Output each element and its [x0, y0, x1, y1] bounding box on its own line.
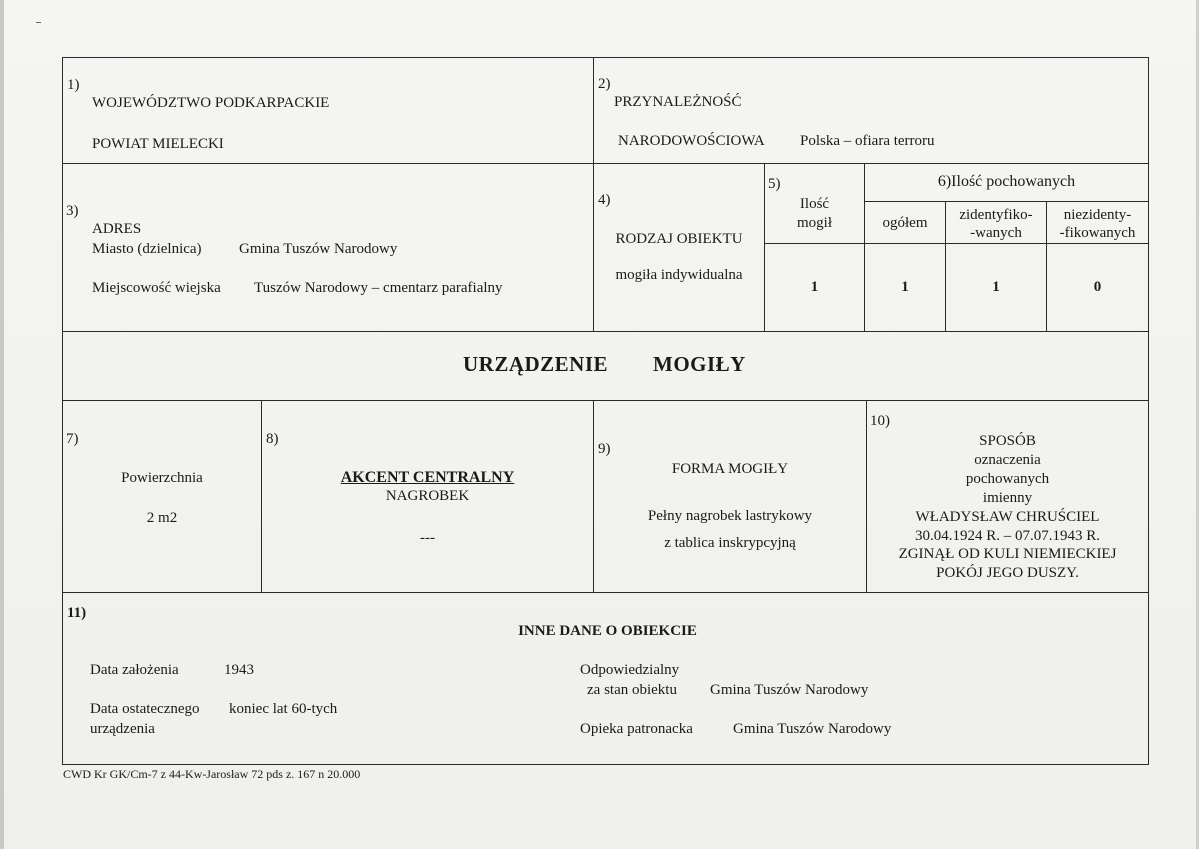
data-zalozenia-label: Data założenia	[90, 662, 179, 678]
nagrobek-label: NAGROBEK	[385, 488, 470, 504]
za-stan-obiektu-label: za stan obiektu	[587, 682, 677, 698]
forma-mogily-line-1: Pełny nagrobek lastrykowy	[647, 508, 813, 524]
forma-mogily-line-2: z tablica inskrypcyjną	[664, 535, 796, 551]
miasto-label: Miasto (dzielnica)	[92, 241, 202, 257]
opieka-patronacka-label: Opieka patronacka	[580, 721, 693, 737]
zidentyfikowanych-label-1: zidentyfiko-	[959, 207, 1033, 223]
odpowiedzialny-label: Odpowiedzialny	[580, 662, 680, 678]
forma-mogily-label: FORMA MOGIŁY	[671, 461, 789, 477]
miejscowosc-value: Tuszów Narodowy – cmentarz parafialny	[254, 280, 503, 296]
oznaczenia-label: oznaczenia	[974, 452, 1041, 468]
zidentyfikowanych-value: 1	[992, 279, 1000, 295]
niezidentyfikowanych-label-1: niezidenty-	[1063, 207, 1132, 223]
adres-label: ADRES	[92, 221, 142, 237]
nationality-value: Polska – ofiara terroru	[800, 133, 935, 149]
ogolem-value: 1	[901, 279, 909, 295]
urzadzenia-label: urządzenia	[90, 721, 155, 737]
miasto-value: Gmina Tuszów Narodowy	[239, 241, 398, 257]
title-mogily: MOGIŁY	[653, 352, 746, 376]
title-urzadzenie: URZĄDZENIE	[463, 352, 609, 376]
wojewodztwo-label: WOJEWÓDZTWO PODKARPACKIE	[92, 95, 330, 111]
buried-dates: 30.04.1924 R. – 07.07.1943 R.	[914, 528, 1100, 544]
inscription-line-1: ZGINĄŁ OD KULI NIEMIECKIEJ	[898, 546, 1117, 562]
zidentyfikowanych-label-2: -wanych	[970, 225, 1022, 241]
mogil-label: mogił	[796, 215, 832, 231]
odpowiedzialny-value: Gmina Tuszów Narodowy	[710, 682, 869, 698]
ilosc-mogil-value: 1	[810, 279, 819, 295]
ilosc-pochowanych-header: 6)Ilość pochowanych	[937, 173, 1076, 190]
rodzaj-obiektu-label: RODZAJ OBIEKTU	[615, 231, 743, 247]
section-11-number: 11)	[67, 605, 87, 621]
section-3-number: 3)	[66, 203, 79, 219]
miejscowosc-label: Miejscowość wiejska	[92, 280, 221, 296]
scan-edge-left	[0, 0, 4, 849]
data-zalozenia-value: 1943	[224, 662, 254, 678]
section-5-number: 5)	[768, 176, 781, 192]
section-9-number: 9)	[598, 441, 611, 457]
pochowanych-label: pochowanych	[965, 471, 1050, 487]
section-8-number: 8)	[266, 431, 279, 447]
powierzchnia-label: Powierzchnia	[121, 470, 203, 486]
buried-name: WŁADYSŁAW CHRUŚCIEL	[915, 509, 1100, 525]
section-1-number: 1)	[67, 77, 80, 93]
opieka-patronacka-value: Gmina Tuszów Narodowy	[733, 721, 892, 737]
imienny-label: imienny	[982, 490, 1033, 506]
data-ostatecznego-label: Data ostatecznego	[90, 701, 200, 717]
sposob-label: SPOSÓB	[979, 433, 1036, 449]
section-2-number: 2)	[598, 76, 611, 92]
akcent-centralny-label: AKCENT CENTRALNY	[340, 469, 515, 486]
niezidentyfikowanych-value: 0	[1093, 279, 1102, 295]
ilosc-label: Ilość	[799, 196, 830, 212]
section-4-number: 4)	[598, 192, 611, 208]
powiat-label: POWIAT MIELECKI	[92, 136, 224, 152]
section-10-number: 10)	[870, 413, 890, 429]
rodzaj-obiektu-value: mogiła indywidualna	[615, 267, 743, 283]
ogolem-label: ogółem	[882, 215, 928, 231]
inne-dane-header: INNE DANE O OBIEKCIE	[518, 623, 697, 639]
data-ostatecznego-value: koniec lat 60-tych	[229, 701, 338, 717]
scan-mark	[36, 22, 41, 23]
niezidentyfikowanych-label-2: -fikowanych	[1059, 225, 1136, 241]
inscription-line-2: POKÓJ JEGO DUSZY.	[936, 565, 1079, 581]
akcent-value: ---	[420, 530, 435, 546]
powierzchnia-value: 2 m2	[146, 510, 178, 526]
przynaleznosc-label: PRZYNALEŻNOŚĆ	[614, 94, 742, 110]
narodowosciowa-label: NARODOWOŚCIOWA	[618, 133, 765, 149]
form-footer-code: CWD Kr GK/Cm-7 z 44-Kw-Jarosław 72 pds z. 167 n 20.000	[63, 767, 361, 781]
section-7-number: 7)	[66, 431, 79, 447]
